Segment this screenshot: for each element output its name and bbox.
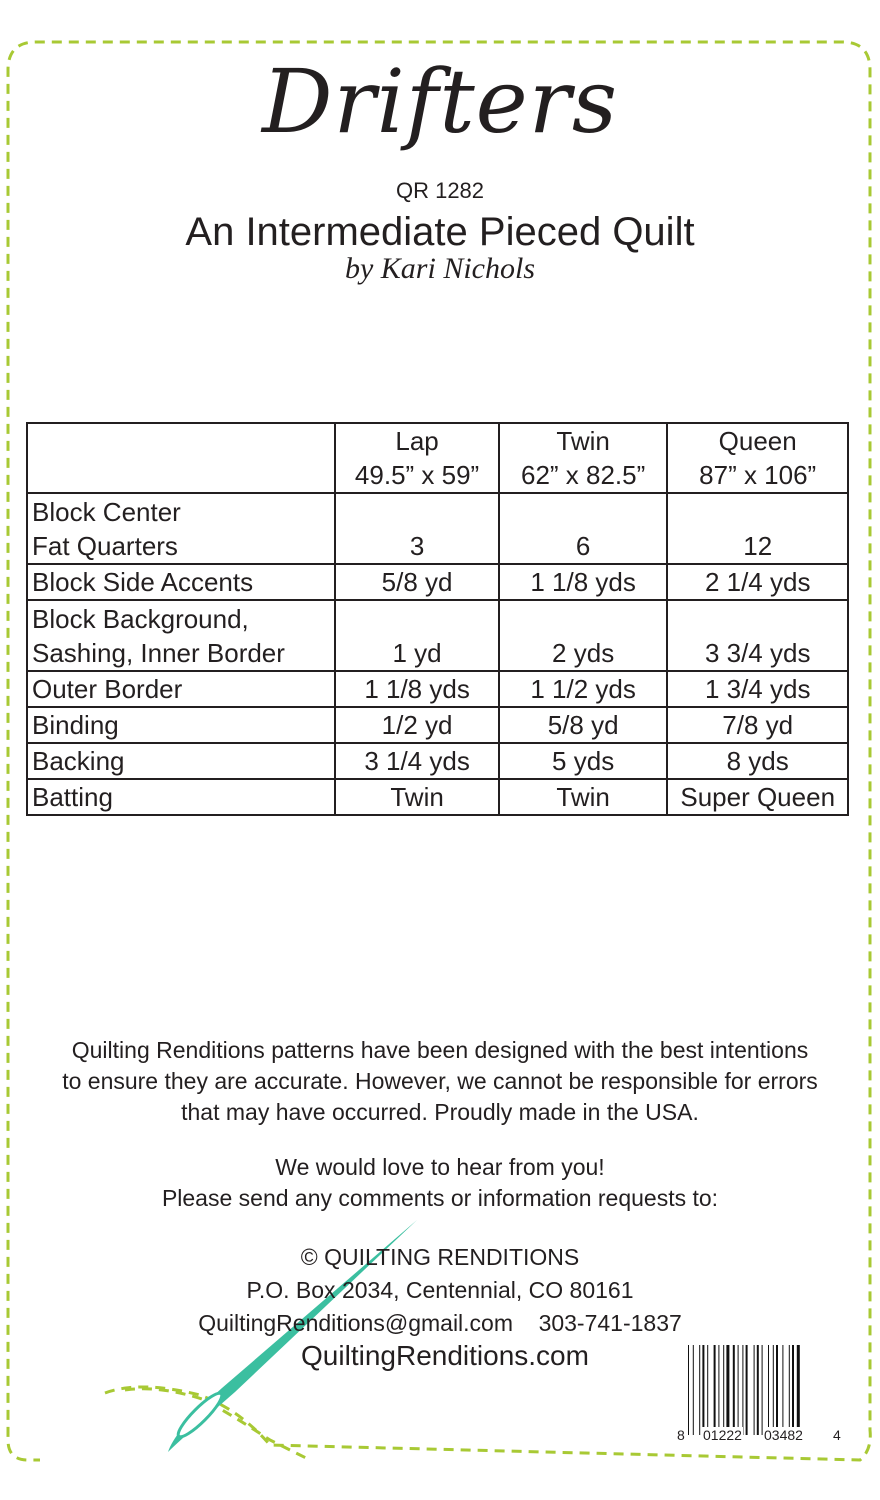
barcode-left-digits: 01222 [703,1427,742,1443]
cell: 1/2 yd [335,707,499,743]
designer-byline: by Kari Nichols [344,252,535,285]
website-link[interactable]: QuiltingRenditions.com [301,1340,589,1371]
cell: Twin [499,779,668,815]
row-label: Block Background, Sashing, Inner Border [27,600,335,671]
cell: 5 yds [499,743,668,779]
cell: Twin [335,779,499,815]
cell: Super Queen [667,779,848,815]
cell: 8 yds [667,743,848,779]
barcode-check-digit: 4 [833,1427,841,1443]
company-name: © QUILTING RENDITIONS [300,1244,580,1270]
column-header-queen: Queen 87” x 106” [667,423,848,493]
disclaimer-line: that may have occurred. Proudly made in the USA. [181,1099,699,1125]
contact-intro-line: Please send any comments or information requests to: [161,1185,719,1211]
table-row [27,707,848,743]
column-header-twin: Twin 62” x 82.5” [499,423,668,493]
fabric-requirements-table [26,422,849,816]
barcode-right-digits: 03482 [764,1427,803,1443]
cell: 12 [667,493,848,564]
disclaimer-line: Quilting Renditions patterns have been designed with the best intentions [71,1037,809,1063]
phone-number: 303-741-1837 [538,1310,682,1336]
row-label: Block Center Fat Quarters [27,493,335,564]
cell: 1 1/2 yds [499,671,668,707]
column-header-lap: Lap 49.5” x 59” [335,423,499,493]
table-row [27,564,848,600]
cell: 6 [499,493,668,564]
table-row [27,671,848,707]
cell: 5/8 yd [499,707,668,743]
disclaimer [0,1035,880,1128]
row-label: Block Side Accents [27,564,335,600]
cell: 1 1/8 yds [335,671,499,707]
cell: 5/8 yd [335,564,499,600]
row-label: Batting [27,779,335,815]
cell: 2 yds [499,600,668,671]
cell: 3 [335,493,499,564]
row-label: Outer Border [27,671,335,707]
row-label: Binding [27,707,335,743]
table-row [27,743,848,779]
mailing-address: P.O. Box 2034, Centennial, CO 80161 [246,1277,634,1303]
cell: 1 3/4 yds [667,671,848,707]
table-row [27,779,848,815]
disclaimer-line: to ensure they are accurate. However, we cannot be responsible for errors [62,1068,818,1094]
contact-intro [0,1152,880,1214]
cell: 3 1/4 yds [335,743,499,779]
cell: 1 yd [335,600,499,671]
header-empty-cell [27,423,335,493]
pattern-subtitle: An Intermediate Pieced Quilt [185,210,695,254]
contact-block [0,1241,880,1340]
pattern-title: Drifters [261,50,618,153]
cell: 7/8 yd [667,707,848,743]
cell: 2 1/4 yds [667,564,848,600]
row-label: Backing [27,743,335,779]
contact-intro-line: We would love to hear from you! [275,1154,605,1180]
email-link[interactable]: QuiltingRenditions@gmail.com [198,1310,513,1336]
table-row [27,600,848,671]
barcode-lead-digit: 8 [677,1427,685,1443]
cell: 3 3/4 yds [667,600,848,671]
table-header-row [27,423,848,493]
pattern-code: QR 1282 [395,178,485,203]
table-row [27,493,848,564]
cell: 1 1/8 yds [499,564,668,600]
